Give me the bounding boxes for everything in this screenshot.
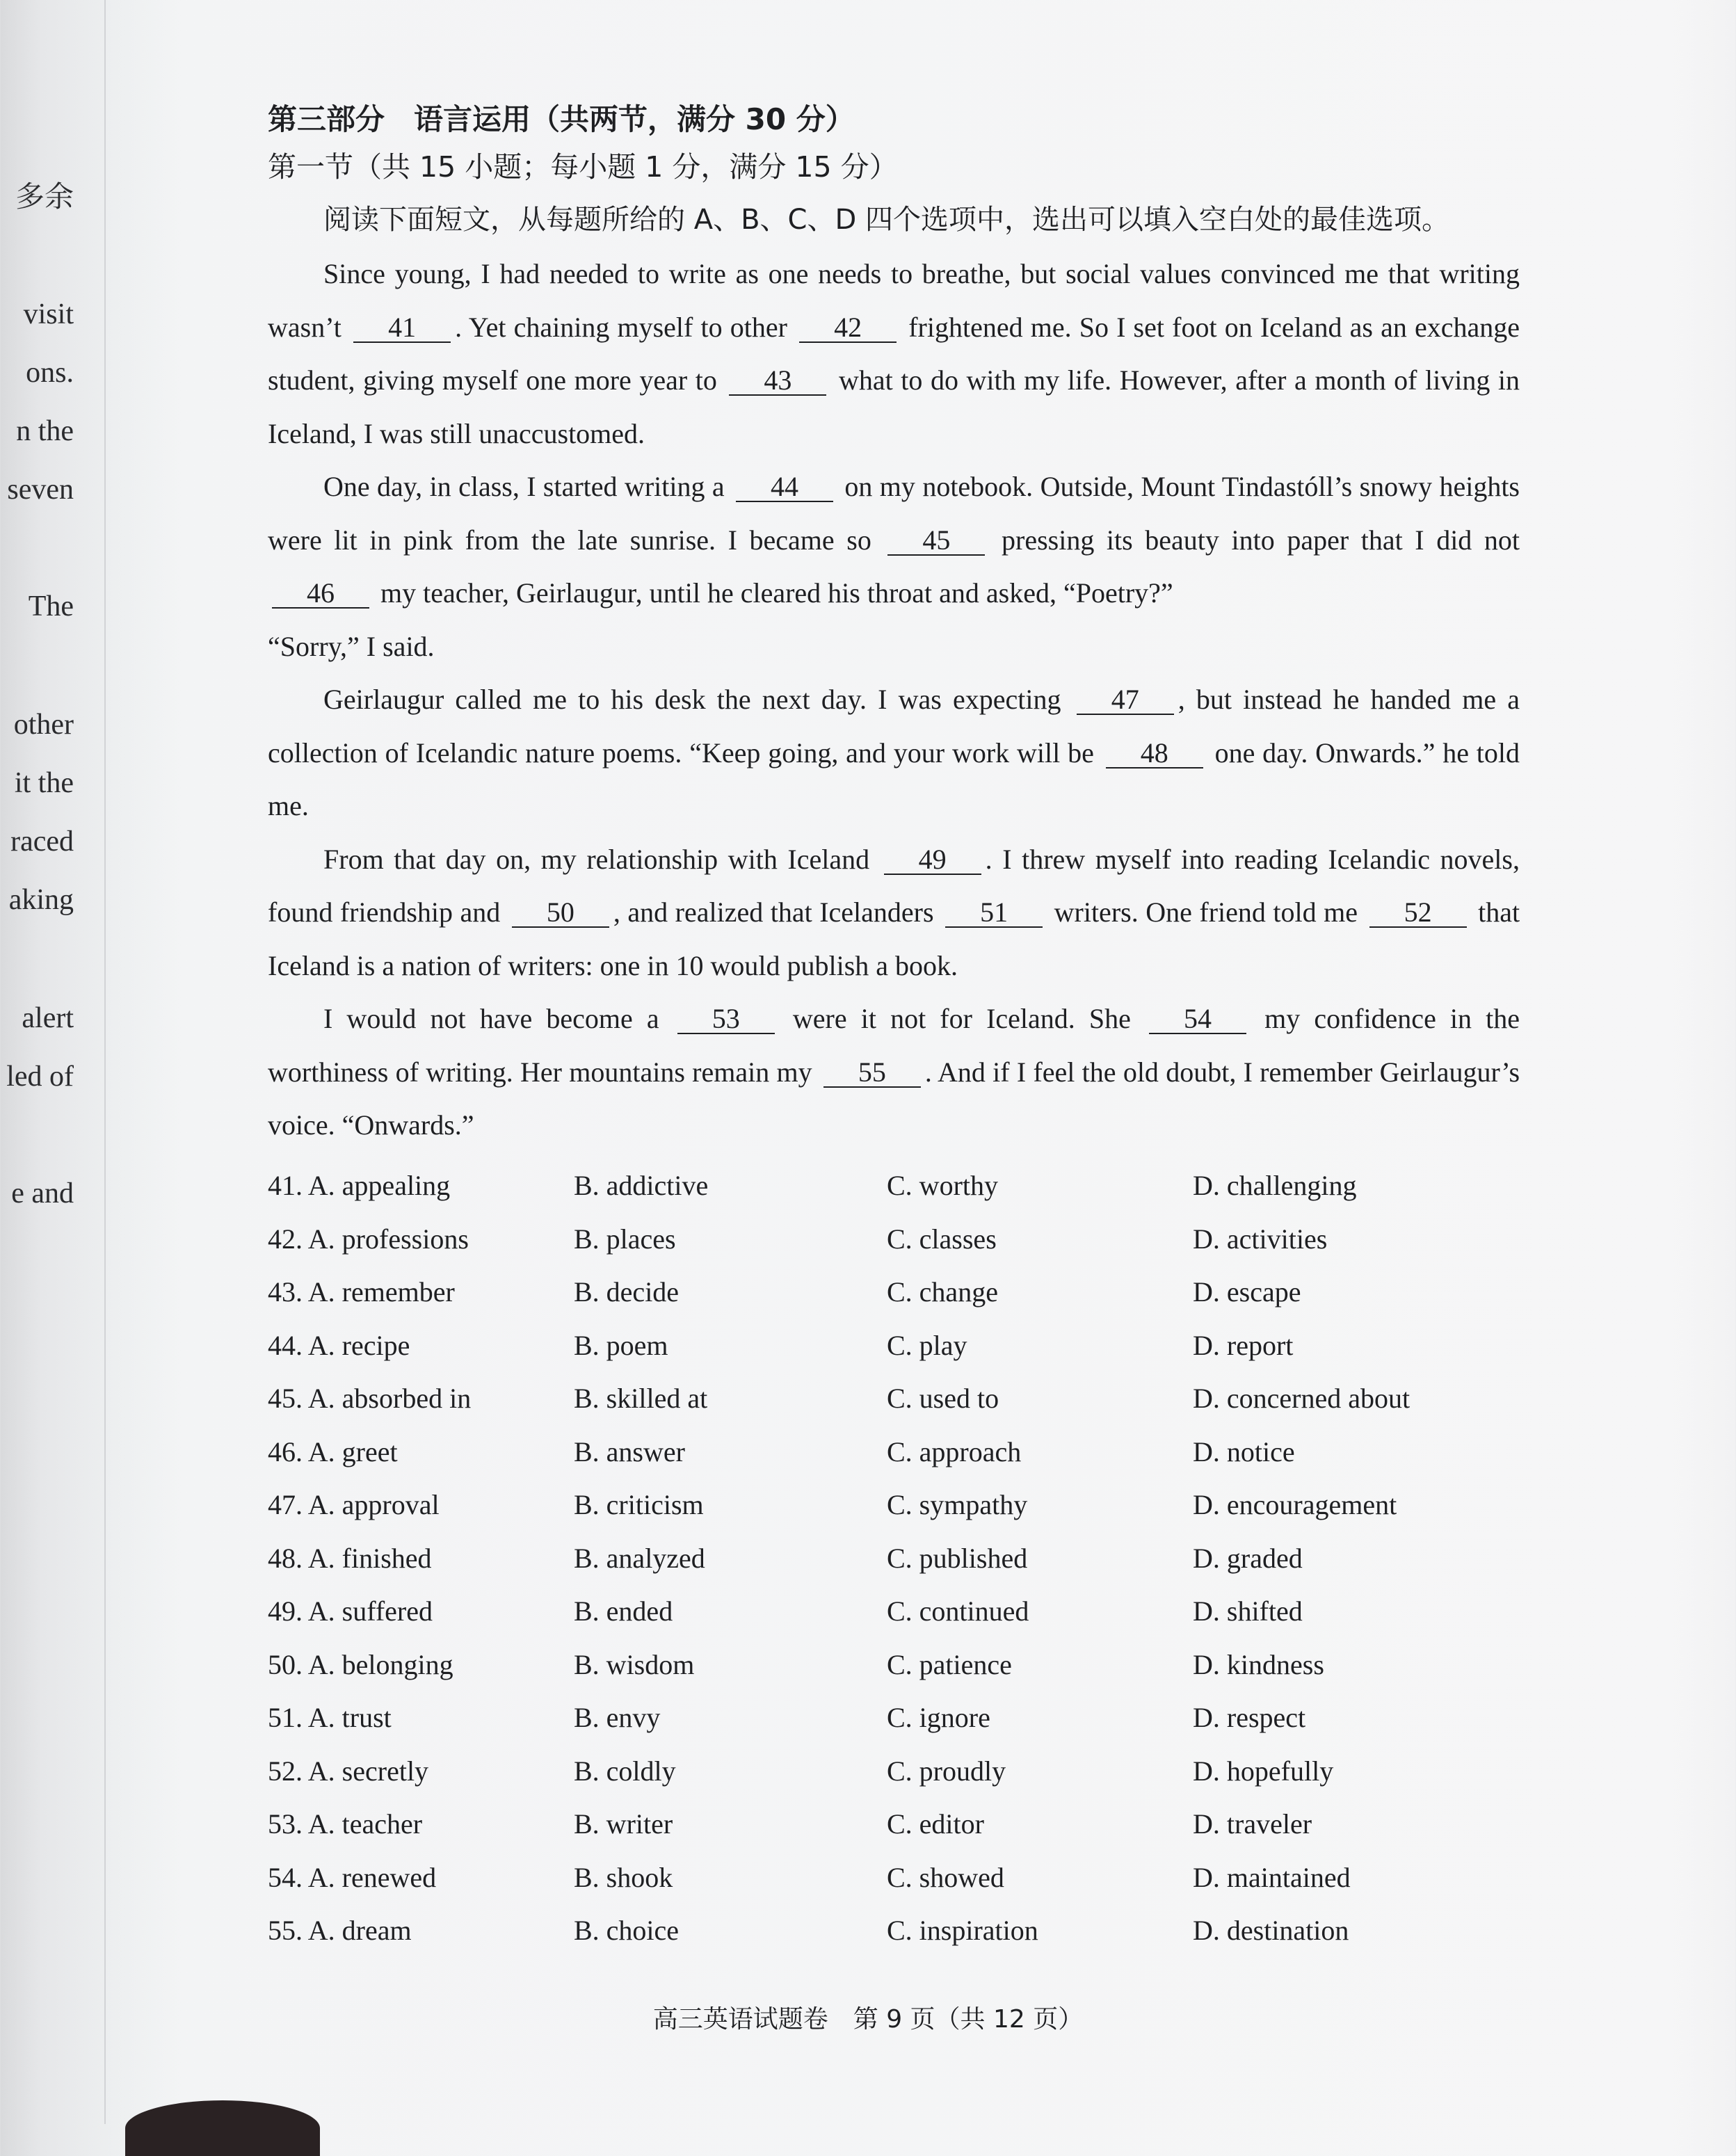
option-b: B. addictive xyxy=(574,1170,709,1202)
option-c: C. published xyxy=(887,1542,1028,1574)
passage-text: . Yet chaining myself to other xyxy=(455,311,787,343)
option-c: C. ignore xyxy=(887,1702,990,1734)
blank-46: 46 xyxy=(272,579,369,609)
passage-paragraph xyxy=(268,673,1520,833)
passage-text: one day. Onwards.” he told me. xyxy=(268,737,1520,821)
option-c: C. play xyxy=(887,1329,967,1361)
passage-paragraph xyxy=(268,460,1520,620)
option-c: C. editor xyxy=(887,1808,984,1840)
option-a: 52. A. secretly xyxy=(268,1755,429,1787)
blank-49: 49 xyxy=(884,846,981,875)
option-a: 50. A. belonging xyxy=(268,1648,453,1680)
option-a: 45. A. absorbed in xyxy=(268,1383,472,1415)
passage-text: Since young, I had needed to write as one needs to breathe, but social values convinced me that writing wasn’t xyxy=(268,258,1520,343)
passage-text: One day, in class, I started writing a xyxy=(323,471,725,502)
passage-text: . I threw myself into reading Icelandic novels, found friendship and xyxy=(268,843,1520,928)
option-d: D. destination xyxy=(1193,1915,1349,1947)
option-a: 48. A. finished xyxy=(268,1542,432,1574)
passage-text: were it not for Iceland. She xyxy=(792,1003,1131,1034)
passage-paragraph xyxy=(268,833,1520,993)
option-d: D. encouragement xyxy=(1193,1489,1397,1521)
option-b: B. coldly xyxy=(574,1755,676,1787)
option-row-52 xyxy=(268,1744,1520,1798)
option-row-44 xyxy=(268,1319,1520,1372)
option-b: B. analyzed xyxy=(574,1542,705,1574)
answer-options xyxy=(268,1159,1520,1958)
option-d: D. shifted xyxy=(1193,1595,1303,1627)
option-a: 44. A. recipe xyxy=(268,1329,410,1361)
option-a: 41. A. appealing xyxy=(268,1170,451,1202)
adjacent-page-line: other xyxy=(13,709,74,741)
passage-text: writers. One friend told me xyxy=(1054,896,1358,928)
option-c: C. worthy xyxy=(887,1170,998,1202)
adjacent-page-line: it the xyxy=(14,767,74,799)
option-d: D. graded xyxy=(1193,1542,1303,1574)
passage-text: I would not have become a xyxy=(323,1003,659,1034)
option-row-54 xyxy=(268,1851,1520,1904)
page-footer: 高三英语试题卷 第 9 页（共 12 页） xyxy=(652,2005,1084,2034)
option-row-41 xyxy=(268,1159,1520,1213)
option-c: C. approach xyxy=(887,1435,1022,1467)
option-b: B. criticism xyxy=(574,1489,704,1521)
option-b: B. writer xyxy=(574,1808,673,1840)
option-c: C. used to xyxy=(887,1383,999,1415)
blank-51: 51 xyxy=(945,899,1043,928)
passage-text: . And if I feel the old doubt, I remember Geirlaugur’s voice. “Onwards.” xyxy=(268,1056,1520,1141)
option-b: B. poem xyxy=(574,1329,668,1361)
option-d: D. activities xyxy=(1193,1223,1328,1255)
passage-paragraph xyxy=(268,992,1520,1152)
page-edge-shadow xyxy=(125,2100,320,2156)
passage-paragraph xyxy=(268,248,1520,460)
option-d: D. respect xyxy=(1193,1702,1306,1734)
option-c: C. continued xyxy=(887,1595,1029,1627)
option-d: D. hopefully xyxy=(1193,1755,1334,1787)
option-d: D. maintained xyxy=(1193,1861,1351,1893)
passage-text: frightened me. So I set foot on Iceland as an exchange student, giving myself one more year to xyxy=(268,311,1520,396)
option-a: 46. A. greet xyxy=(268,1435,398,1467)
passage-text: Geirlaugur called me to his desk the next day. I was expecting xyxy=(323,684,1061,715)
option-d: D. concerned about xyxy=(1193,1383,1410,1415)
option-row-53 xyxy=(268,1798,1520,1851)
passage-text: that Iceland is a nation of writers: one in 10 would publish a book. xyxy=(268,896,1520,981)
option-row-45 xyxy=(268,1372,1520,1426)
option-b: B. decide xyxy=(574,1276,680,1308)
option-d: D. report xyxy=(1193,1329,1294,1361)
adjacent-page-line: alert xyxy=(22,1002,74,1034)
passage-text: “Sorry,” I said. xyxy=(268,630,435,662)
blank-43: 43 xyxy=(729,367,826,396)
option-b: B. choice xyxy=(574,1915,680,1947)
section-title: 第一节（共 15 小题；每小题 1 分，满分 15 分） xyxy=(268,150,898,184)
option-a: 54. A. renewed xyxy=(268,1861,437,1893)
option-a: 55. A. dream xyxy=(268,1915,412,1947)
option-b: B. skilled at xyxy=(574,1383,708,1415)
blank-50: 50 xyxy=(512,899,609,928)
blank-42: 42 xyxy=(799,314,897,343)
passage-text: , and realized that Icelanders xyxy=(613,896,934,928)
option-c: C. patience xyxy=(887,1648,1012,1680)
blank-53: 53 xyxy=(677,1005,775,1034)
option-row-46 xyxy=(268,1425,1520,1479)
adjacent-page-strip xyxy=(0,0,106,2124)
cloze-passage xyxy=(268,248,1520,1152)
option-row-48 xyxy=(268,1531,1520,1585)
option-b: B. places xyxy=(574,1223,676,1255)
option-d: D. notice xyxy=(1193,1435,1295,1467)
passage-paragraph xyxy=(268,620,1520,674)
option-a: 47. A. approval xyxy=(268,1489,440,1521)
option-d: D. traveler xyxy=(1193,1808,1312,1840)
passage-text: pressing its beauty into paper that I did not xyxy=(1002,524,1520,556)
blank-48: 48 xyxy=(1106,739,1203,769)
option-c: C. sympathy xyxy=(887,1489,1028,1521)
adjacent-page-line: 多余 xyxy=(15,182,74,214)
blank-54: 54 xyxy=(1149,1005,1246,1034)
option-d: D. kindness xyxy=(1193,1648,1324,1680)
option-c: C. change xyxy=(887,1276,998,1308)
passage-text: my teacher, Geirlaugur, until he cleared his throat and asked, “Poetry?” xyxy=(380,577,1173,609)
option-b: B. shook xyxy=(574,1861,673,1893)
option-b: B. wisdom xyxy=(574,1648,695,1680)
option-a: 51. A. trust xyxy=(268,1702,392,1734)
blank-47: 47 xyxy=(1077,686,1174,715)
option-b: B. envy xyxy=(574,1702,661,1734)
option-c: C. inspiration xyxy=(887,1915,1038,1947)
option-row-42 xyxy=(268,1212,1520,1266)
option-row-47 xyxy=(268,1479,1520,1532)
blank-41: 41 xyxy=(353,314,451,343)
passage-text: my confidence in the worthiness of writing. Her mountains remain my xyxy=(268,1003,1520,1088)
option-d: D. challenging xyxy=(1193,1170,1357,1202)
option-a: 49. A. suffered xyxy=(268,1595,433,1627)
adjacent-page-line: seven xyxy=(7,474,74,506)
option-c: C. showed xyxy=(887,1861,1004,1893)
option-a: 53. A. teacher xyxy=(268,1808,423,1840)
option-row-51 xyxy=(268,1691,1520,1745)
option-row-50 xyxy=(268,1638,1520,1691)
adjacent-page-line: raced xyxy=(10,826,74,858)
adjacent-page-line: aking xyxy=(8,884,74,916)
option-b: B. answer xyxy=(574,1435,685,1467)
option-d: D. escape xyxy=(1193,1276,1301,1308)
option-row-49 xyxy=(268,1585,1520,1639)
adjacent-page-line: led of xyxy=(6,1061,74,1093)
passage-text: on my notebook. Outside, Mount Tindastóll’s snowy heights were lit in pink from the late sunrise. I became so xyxy=(268,471,1520,556)
option-row-43 xyxy=(268,1266,1520,1319)
passage-text: From that day on, my relationship with Iceland xyxy=(323,843,870,875)
adjacent-page-line: n the xyxy=(16,415,74,447)
part-title: 第三部分 语言运用（共两节，满分 30 分） xyxy=(268,102,855,136)
option-a: 43. A. remember xyxy=(268,1276,455,1308)
exam-page xyxy=(268,97,1520,1957)
adjacent-page-line: The xyxy=(28,590,74,622)
option-c: C. classes xyxy=(887,1223,997,1255)
blank-44: 44 xyxy=(736,473,833,502)
option-c: C. proudly xyxy=(887,1755,1006,1787)
adjacent-page-line: ons. xyxy=(26,357,74,389)
option-b: B. ended xyxy=(574,1595,673,1627)
blank-52: 52 xyxy=(1369,899,1467,928)
option-row-55 xyxy=(268,1904,1520,1958)
passage-text: what to do with my life. However, after a month of living in Iceland, I was still unaccustomed. xyxy=(268,364,1520,449)
option-a: 42. A. professions xyxy=(268,1223,469,1255)
adjacent-page-line: e and xyxy=(11,1177,74,1209)
instruction: 阅读下面短文，从每题所给的 A、B、C、D 四个选项中，选出可以填入空白处的最佳选项。 xyxy=(323,204,1449,236)
blank-55: 55 xyxy=(823,1059,921,1088)
adjacent-page-line: visit xyxy=(23,298,74,330)
passage-text: , but instead he handed me a collection of Icelandic nature poems. “Keep going, and your work will be xyxy=(268,684,1520,769)
blank-45: 45 xyxy=(887,526,985,556)
